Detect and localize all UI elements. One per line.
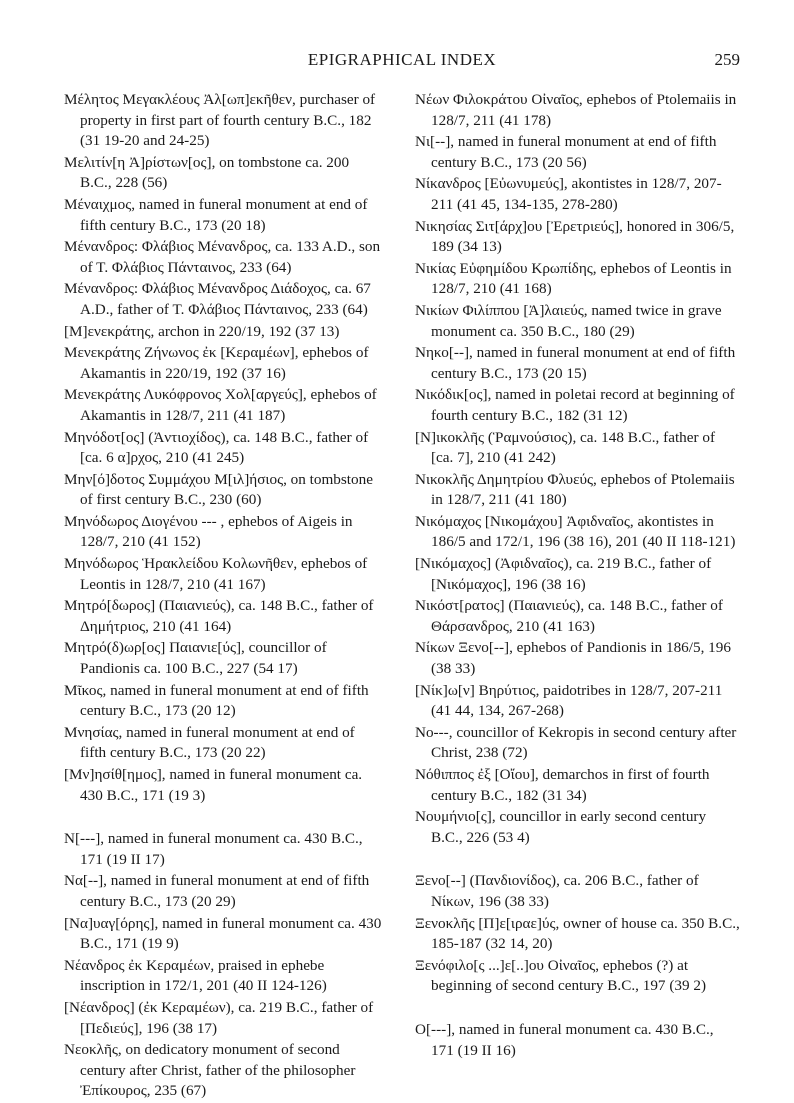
letter-group-gap bbox=[415, 849, 740, 871]
index-entry: Μητρό[δωρος] (Παιανιεύς), ca. 148 B.C., father of Δημήτριος, 210 (41 164) bbox=[64, 597, 374, 635]
index-entry: Να[--], named in funeral monument at end of fifth century B.C., 173 (20 29) bbox=[64, 872, 370, 910]
index-entry: [Ν]ικοκλῆς (Ῥαμνούσιος), ca. 148 B.C., father of [ca. 7], 210 (41 242) bbox=[415, 428, 716, 467]
running-title: EPIGRAPHICAL INDEX bbox=[307, 50, 497, 69]
index-entry: Ν[---], named in funeral monument ca. 430 B.C., 171 (19 II 17) bbox=[64, 830, 363, 868]
index-entry: Νίκανδρος [Εὐωνυμεύς], akontistes in 128/7, 207-211 (41 45, 134-135, 278-280) bbox=[415, 175, 722, 213]
index-entry: Μένανδρος: Φλάβιος Μένανδρος, ca. 133 A.D., son of T. Φλάβιος Πάνταινος, 233 (64) bbox=[64, 238, 381, 276]
index-entry: [Νικόμαχος] (Ἀφιδναῖος), ca. 219 B.C., father of [Νικόμαχος], 196 (38 16) bbox=[415, 555, 712, 593]
index-entry: Νέανδρος ἐκ Κεραμέων, praised in ephebe inscription in 172/1, 201 (40 II 124-126) bbox=[64, 956, 327, 995]
right-column bbox=[415, 90, 740, 1062]
index-entry: Μέλητος Μεγακλέους Ἀλ[ωπ]εκῆθεν, purchaser of property in first part of fourth century B.C., 182 (31 19-20 and 24-25) bbox=[64, 91, 376, 150]
index-entry: Ο[---], named in funeral monument ca. 430 B.C., 171 (19 II 16) bbox=[415, 1020, 714, 1059]
index-entry: Ξενόφιλο[ς ...]ε[..]ου Οἰναῖος, ephebos (?) at beginning of second century B.C., 197 (39 2) bbox=[415, 956, 707, 995]
index-entry: [Νέανδρος] (ἐκ Κεραμέων), ca. 219 B.C., father of [Πεδιεύς], 196 (38 17) bbox=[64, 998, 374, 1037]
index-entry: Μενεκράτης Λυκόφρονος Χολ[αργεύς], ephebos of Akamantis in 128/7, 211 (41 187) bbox=[64, 386, 377, 424]
index-entry: Ξενοκλῆς [Π]ε[ιραε]ύς, owner of house ca. 350 B.C., 185-187 (32 14, 20) bbox=[415, 914, 740, 953]
index-entry: Νικησίας Σιτ[άρχ]ου [Ἐρετριεύς], honored in 306/5, 189 (34 13) bbox=[415, 217, 735, 256]
letter-group-gap bbox=[64, 807, 382, 829]
index-entry: [Να]υαγ[όρης], named in funeral monument ca. 430 B.C., 171 (19 9) bbox=[64, 914, 382, 953]
index-entry: [Μν]ησίθ[ημος], named in funeral monument ca. 430 B.C., 171 (19 3) bbox=[64, 766, 363, 804]
index-entry: Νίκων Ξενο[--], ephebos of Pandionis in 186/5, 196 (38 33) bbox=[415, 639, 731, 678]
index-entry: Νεοκλῆς, on dedicatory monument of second century after Christ, father of the philosopher Ἐπίκουρος, 235 (67) bbox=[64, 1041, 356, 1100]
index-entry: Μηνόδωρος Διογένου --- , ephebos of Aigeis in 128/7, 210 (41 152) bbox=[64, 512, 353, 551]
index-entry: Νέων Φιλοκράτου Οἰναῖος, ephebos of Ptolemaiis in 128/7, 211 (41 178) bbox=[415, 91, 737, 129]
index-entry: Μῖκος, named in funeral monument at end of fifth century B.C., 173 (20 12) bbox=[64, 681, 369, 720]
index-entry: Μνησίας, named in funeral monument at end of fifth century B.C., 173 (20 22) bbox=[64, 723, 355, 762]
index-entry: Νικόμαχος [Νικομάχου] Ἀφιδναῖος, akontistes in 186/5 and 172/1, 196 (38 16), 201 (40 II 118-121) bbox=[415, 512, 736, 551]
index-entry: Μένανδρος: Φλάβιος Μένανδρος Διάδοχος, ca. 67 A.D., father of T. Φλάβιος Πάνταινος, 233 (64) bbox=[64, 280, 371, 318]
index-entry: Μηνόδοτ[ος] (Ἀντιοχίδος), ca. 148 B.C., father of [ca. 6 α]ρχος, 210 (41 245) bbox=[64, 428, 369, 467]
page-header bbox=[64, 50, 740, 78]
index-entry: Νι[--], named in funeral monument at end of fifth century B.C., 173 (20 56) bbox=[415, 133, 717, 171]
index-entry: Νικίας Εὐφημίδου Κρωπίδης, ephebos of Leontis in 128/7, 210 (41 168) bbox=[415, 259, 732, 298]
left-column bbox=[64, 90, 382, 1103]
index-entry: Μενεκράτης Ζήνωνος ἐκ [Κεραμέων], ephebos of Akamantis in 220/19, 192 (37 16) bbox=[64, 344, 369, 382]
index-entry: Νηκο[--], named in funeral monument at end of fifth century B.C., 173 (20 15) bbox=[415, 344, 736, 382]
index-entry: Νόθιππος ἐξ [Οἴου], demarchos in first of fourth century B.C., 182 (31 34) bbox=[415, 766, 710, 804]
index-entry: Νουμήνιο[ς], councillor in early second century B.C., 226 (53 4) bbox=[415, 808, 707, 846]
index-entry: Νο---, councillor of Kekropis in second century after Christ, 238 (72) bbox=[415, 723, 737, 762]
index-entry: Νικόδικ[ος], named in poletai record at beginning of fourth century B.C., 182 (31 12) bbox=[415, 386, 735, 424]
index-entry: Μηνόδωρος Ἡρακλείδου Κολωνῆθεν, ephebos of Leontis in 128/7, 210 (41 167) bbox=[64, 555, 368, 593]
index-entry: Μην[ό]δοτος Συμμάχου Μ[ιλ]ήσιος, on tombstone of first century B.C., 230 (60) bbox=[64, 470, 373, 509]
index-entry: Νικόστ[ρατος] (Παιανιεύς), ca. 148 B.C., father of Θάρσανδρος, 210 (41 163) bbox=[415, 597, 723, 635]
index-entry: Ξενο[--] (Πανδιονίδος), ca. 206 B.C., father of Νίκων, 196 (38 33) bbox=[415, 872, 699, 910]
index-entry: [Μ]ενεκράτης, archon in 220/19, 192 (37 13) bbox=[64, 322, 340, 340]
index-entry: [Νίκ]ω[ν] Βηρύτιος, paidotribes in 128/7, 207-211 (41 44, 134, 267-268) bbox=[415, 681, 723, 720]
index-entry: Μέναιχμος, named in funeral monument at end of fifth century B.C., 173 (20 18) bbox=[64, 195, 368, 234]
index-entry: Μελιτίν[η Ἀ]ρίστων[ος], on tombstone ca. 200 B.C., 228 (56) bbox=[64, 153, 350, 192]
page-number: 259 bbox=[714, 50, 740, 69]
index-entry: Μητρό(δ)ωρ[ος] Παιανιε[ύς], councillor of Pandionis ca. 100 B.C., 227 (54 17) bbox=[64, 639, 327, 678]
index-entry: Νικίων Φιλίππου [Ἀ]λαιεύς, named twice in grave monument ca. 350 B.C., 180 (29) bbox=[415, 301, 722, 340]
letter-group-gap bbox=[415, 998, 740, 1020]
index-entry: Νικοκλῆς Δημητρίου Φλυεύς, ephebos of Ptolemaiis in 128/7, 211 (41 180) bbox=[415, 470, 735, 509]
